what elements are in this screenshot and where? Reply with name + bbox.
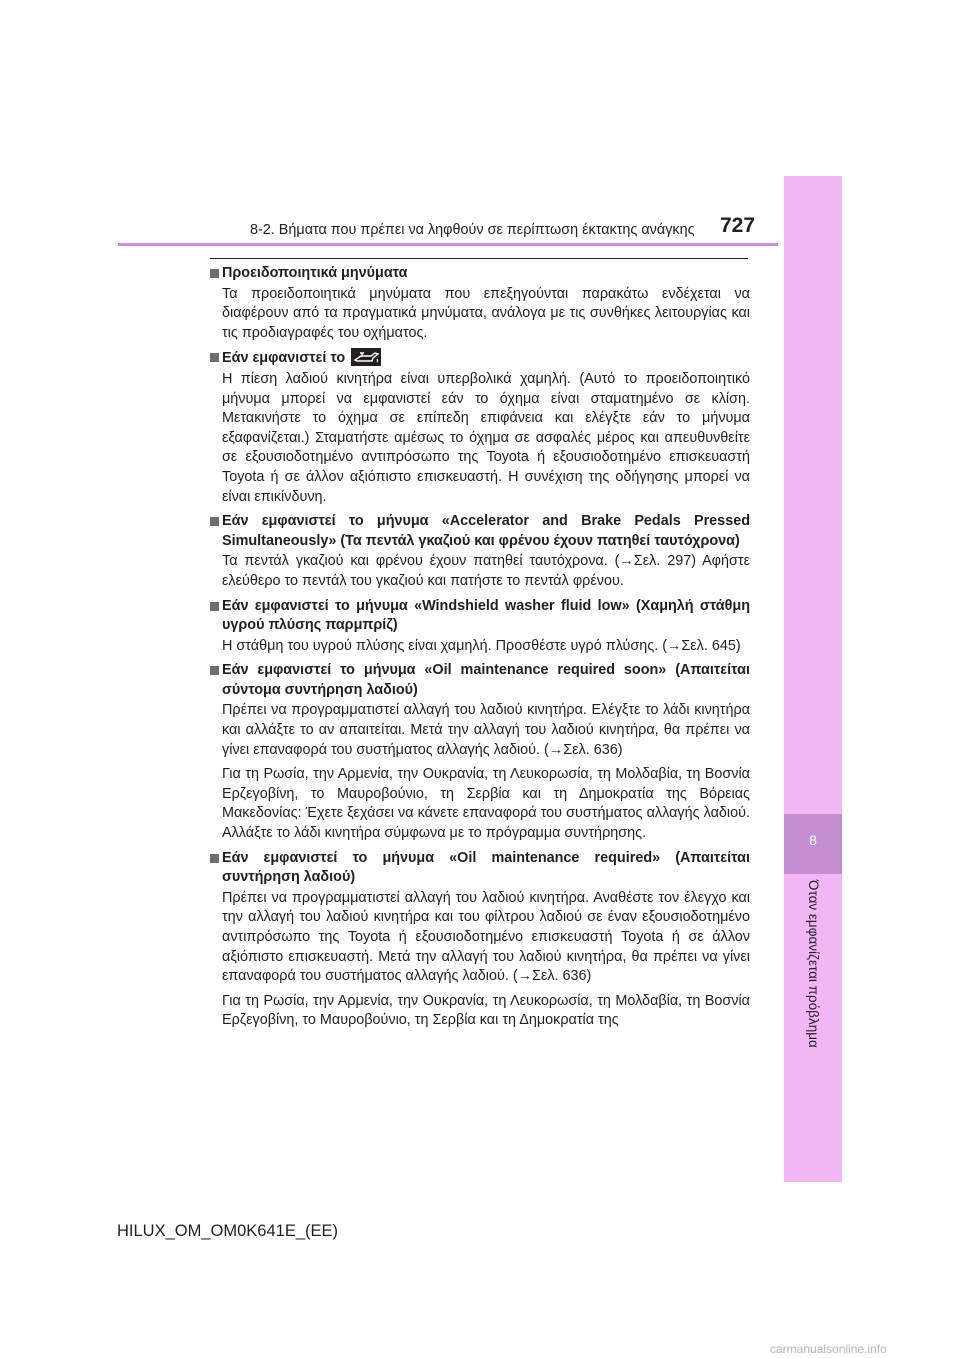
section-heading [210,264,750,284]
square-bullet-icon [210,269,219,278]
square-bullet-icon [210,602,219,611]
paragraph: Πρέπει να προγραμματιστεί αλλαγή του λαδιού κινητήρα. Ελέγξτε το λάδι κινητήρα και αλλάξτε το αν απαιτείται. Μετά την αλλαγή του λαδιού κινητήρα, θα πρέπει να γίνει επαναφορά του συστήματος αλλαγής λαδιού. (→Σελ. 636) [222,702,750,758]
chapter-number: 8 [809,832,817,848]
section [210,512,750,591]
section-heading-text: Εάν εμφανιστεί το μήνυμα «Windshield washer fluid low» (Χαμηλή στάθμη υγρού πλύσης παρμπρίζ) [222,597,750,634]
section-heading-text: Προειδοποιητικά μηνύματα [222,265,408,281]
content-body [210,264,750,1036]
section [210,348,750,507]
square-bullet-icon [210,353,219,362]
paragraph: Τα προειδοποιητικά μηνύματα που επεξηγούνται παρακάτω ενδέχεται να διαφέρουν από τα πραγματικά μηνύματα, ανάλογα με τις συνθήκες λειτουργίας και τις προδιαγραφές του οχήματος. [222,285,750,341]
paragraph: Η στάθμη του υγρού πλύσης είναι χαμηλή. Προσθέστε υγρό πλύσης. (→Σελ. 645) [222,637,741,654]
section-heading-text: Εάν εμφανιστεί το [222,350,346,367]
section [210,597,750,657]
chapter-title: Όταν εμφανίζεται πρόβλημα [806,880,821,1048]
section-heading [210,661,750,700]
chapter-tab [784,814,842,874]
square-bullet-icon [210,517,219,526]
section-heading-text: Εάν εμφανιστεί το μήνυμα «Oil maintenance required» (Απαιτείται συντήρηση λαδιού) [222,849,750,886]
section-heading [210,849,750,888]
section-heading [210,597,750,636]
content-top-rule [210,258,748,259]
oil-pressure-icon [351,348,381,366]
section-heading-text: Εάν εμφανιστεί το μήνυμα «Oil maintenance required soon» (Απαιτείται σύντομα συντήρηση λαδιού) [222,662,750,698]
page-number: 727 [720,214,756,237]
section [210,849,750,1031]
section-heading [210,512,750,551]
header-title: 8-2. Βήματα που πρέπει να ληφθούν σε περίπτωση έκτακτης ανάγκης [250,222,695,238]
paragraph: Για τη Ρωσία, την Αρμενία, την Ουκρανία, τη Λευκορωσία, τη Μολδαβία, τη Βοσνία Ερζεγοβίνη, το Μαυροβούνιο, τη Σερβία και τη Δημοκρατία της [222,992,750,1029]
document-code: HILUX_OM_OM0K641E_(EE) [117,1222,339,1240]
watermark-link[interactable]: carmanualsonline.info [770,1342,887,1356]
header-divider [118,243,778,246]
square-bullet-icon [210,666,219,675]
paragraph: Τα πεντάλ γκαζιού και φρένου έχουν πατηθεί ταυτόχρονα. (→Σελ. 297) Αφήστε ελεύθερο το πεντάλ του γκαζιού και πατήστε το πεντάλ φρένου. [222,553,750,589]
section [210,264,750,343]
section [210,661,750,843]
square-bullet-icon [210,854,219,863]
paragraph: Πρέπει να προγραμματιστεί αλλαγή του λαδιού κινητήρα. Αναθέστε τον έλεγχο και την αλλαγή του λαδιού κινητήρα και του φίλτρου λαδιού σε έναν εξουσιοδοτημένο αντιπρόσωπο της Toyota ή εξουσιοδοτημένο επισκευαστή Toyota ή σε άλλον αξιόπιστο επισκευαστή. Μετά την αλλαγή του λαδιού κινητήρα, θα πρέπει να γίνει επαναφορά του συστήματος αλλαγής λαδιού. (→Σελ. 636) [222,889,750,985]
section-heading [210,348,750,369]
paragraph: Για τη Ρωσία, την Αρμενία, την Ουκρανία, τη Λευκορωσία, τη Μολδαβία, τη Βοσνία Ερζεγοβίνη, το Μαυροβούνιο, τη Σερβία και τη Δημοκρατία της Βόρειας Μακεδονίας: Έχετε ξεχάσει να κάνετε επαναφορά του συστήματος αλλαγής λαδιού. Αλλάξτε το λάδι κινητήρα σύμφωνα με το πρόγραμμα συντήρησης. [222,766,750,842]
section-heading-text: Εάν εμφανιστεί το μήνυμα «Accelerator and Brake Pedals Pressed Simultaneously» (Τα πεντάλ γκαζιού και φρένου έχουν πατηθεί ταυτόχρονα) [222,513,750,549]
paragraph: Η πίεση λαδιού κινητήρα είναι υπερβολικά χαμηλή. (Αυτό το προειδοποιητικό μήνυμα μπορεί να εμφανιστεί εάν το όχημα είναι σταματημένο σε κλίση. Μετακινήστε το όχημα σε επίπεδη επιφάνεια και ελέγξτε εάν το μήνυμα εξαφανίζεται.) Σταματήστε αμέσως το όχημα σε ασφαλές μέρος και απευθυνθείτε σε εξουσιοδοτημένο αντιπρόσωπο της Toyota ή εξουσιοδοτημένο επισκευαστή Toyota ή σε άλλον αξιόπιστο επισκευαστή. Η συνέχιση της οδήγησης μπορεί να είναι επικίνδυνη. [222,370,750,505]
